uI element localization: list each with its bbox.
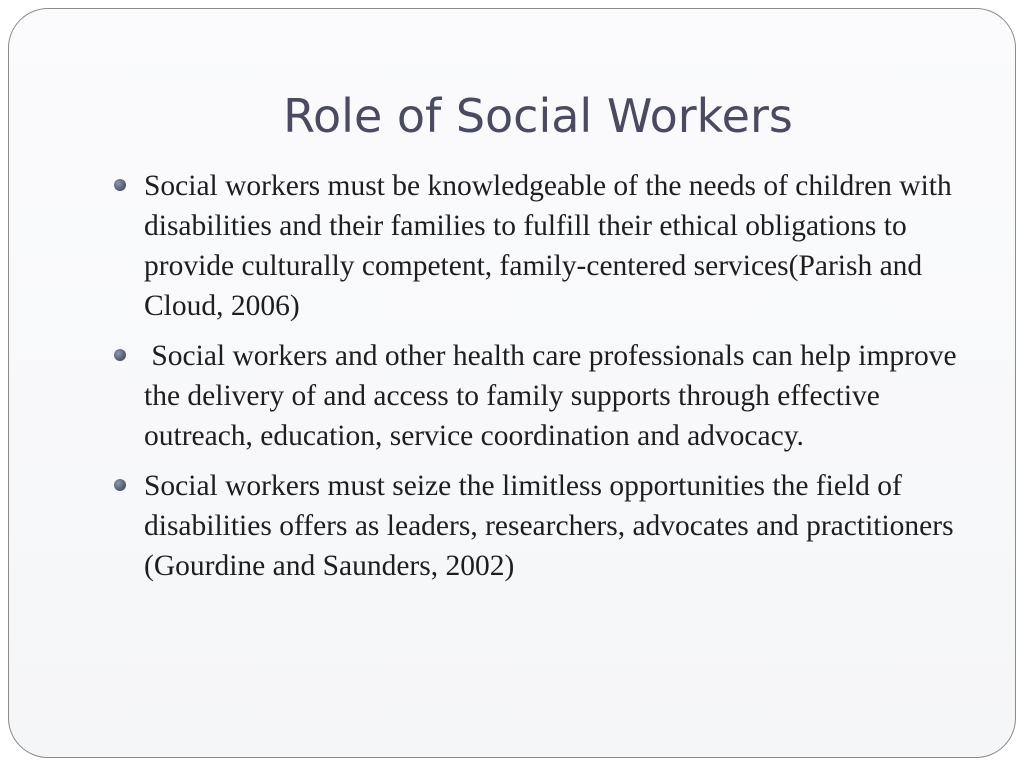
bullet-item: [114, 336, 974, 456]
bullet-dot-icon: [114, 479, 126, 491]
bullet-dot-icon: [114, 349, 126, 361]
bullet-item: [114, 166, 974, 326]
slide-title: Role of Social Workers: [283, 89, 793, 143]
bullet-text: Social workers and other health care professionals can help improve the delivery of and access to family supports through effective outreach, education, service coordination and advocacy.: [144, 340, 964, 452]
bullet-item: [114, 466, 974, 586]
bullet-dot-icon: [114, 179, 126, 191]
bullet-list: [114, 166, 974, 594]
bullet-text: Social workers must be knowledgeable of the needs of children with disabilities and their families to fulfill their ethical obligations to provide culturally competent, family-centered services(Parish and Cloud, 2006): [144, 170, 952, 322]
bullet-text: Social workers must seize the limitless opportunities the field of disabilities offers as leaders, researchers, advocates and practitioners (Gourdine and Saunders, 2002): [144, 470, 954, 582]
